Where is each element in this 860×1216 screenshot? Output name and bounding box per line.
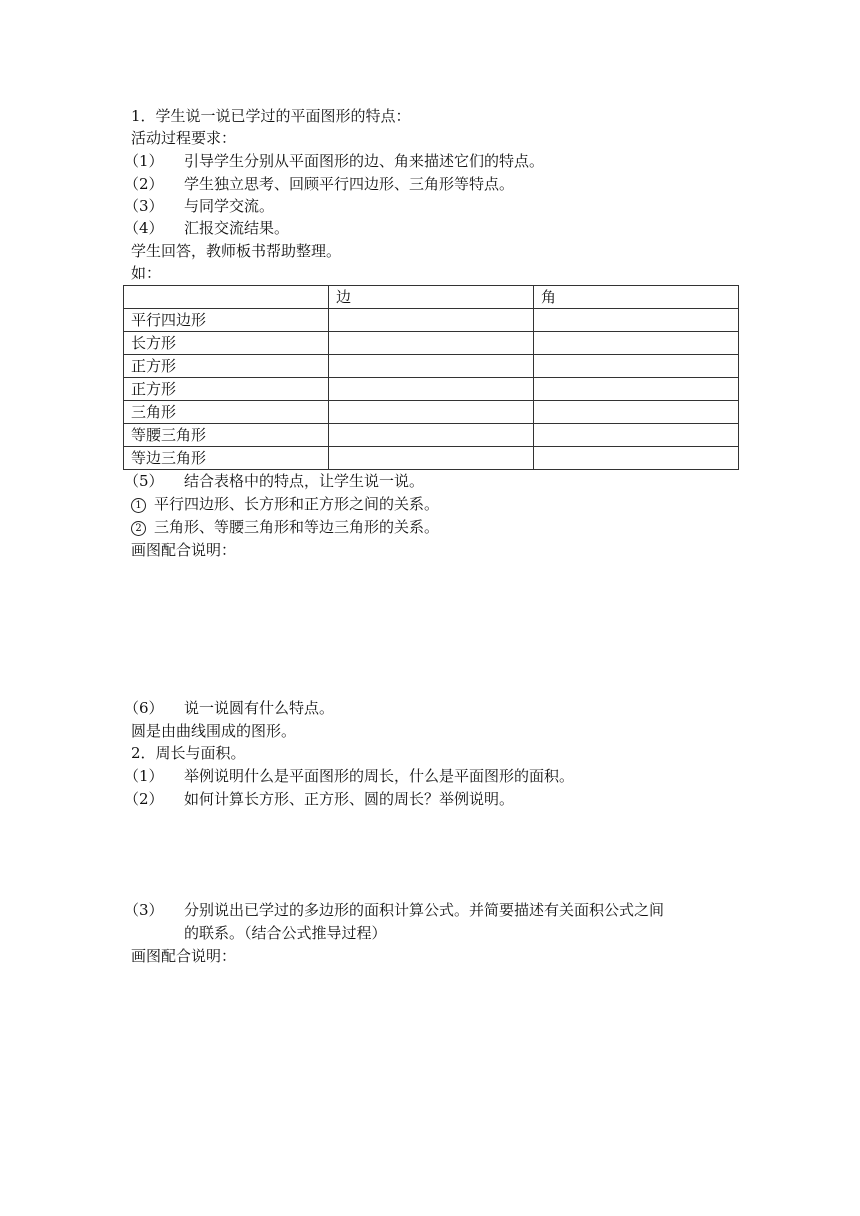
table-row [124,309,739,332]
circled-number: 1 [131,498,146,513]
activity-intro: 活动过程要求： [131,129,237,147]
table-cell [329,424,534,447]
step-4 [124,217,289,239]
table-cell [534,424,739,447]
step-1 [124,150,544,172]
table-cell [329,332,534,355]
section1-title: 1．学生说一说已学过的平面图形的特点： [131,107,411,125]
table-row [124,401,739,424]
circle-note: 圆是由曲线围成的图形。 [131,722,297,740]
circled-number: 2 [131,521,146,536]
table-cell [329,401,534,424]
step-number: （1） [124,767,164,785]
step-5 [124,470,424,492]
sub-item-2 [131,516,439,538]
step-number: （4） [124,219,164,237]
table-row [124,447,739,470]
s2-step-2 [124,788,514,810]
step-number: （2） [124,790,164,808]
table-row [124,378,739,401]
shape-features-table [123,285,739,470]
table-row [124,355,739,378]
step-text: 与同学交流。 [184,197,275,215]
step-number: （2） [124,175,164,193]
table-cell: 正方形 [124,378,329,401]
draw-note-2: 画图配合说明： [131,947,237,965]
table-cell [534,309,739,332]
table-row [124,332,739,355]
table-cell: 长方形 [124,332,329,355]
table-cell [329,309,534,332]
step-text: 学生独立思考、回顾平行四边形、三角形等特点。 [184,175,515,193]
table-cell: 三角形 [124,401,329,424]
table-header-cell [124,286,329,309]
table-cell: 等边三角形 [124,447,329,470]
step-6 [124,697,334,719]
s2-step-3-continuation: 的联系。（结合公式推导过程） [184,924,387,942]
step-number: （6） [124,699,164,717]
answer-note: 学生回答，教师板书帮助整理。 [131,242,342,260]
table-cell [534,401,739,424]
table-row [124,424,739,447]
table-cell [534,355,739,378]
table-header-cell: 角 [534,286,739,309]
draw-note: 画图配合说明： [131,541,237,559]
example-label: 如： [131,264,162,282]
step-3 [124,195,274,217]
table-cell [329,355,534,378]
step-text: 引导学生分别从平面图形的边、角来描述它们的特点。 [184,152,545,170]
step-text: 汇报交流结果。 [184,219,290,237]
table-header-row [124,286,739,309]
table-cell [329,378,534,401]
step-text: 举例说明什么是平面图形的周长，什么是平面图形的面积。 [184,767,575,785]
s2-step-1 [124,765,574,787]
table-cell: 等腰三角形 [124,424,329,447]
step-number: （3） [124,197,164,215]
step-text: 分别说出已学过的多边形的面积计算公式。并简要描述有关面积公式之间 [184,901,665,919]
step-2 [124,173,514,195]
sub-item-text: 三角形、等腰三角形和等边三角形的关系。 [154,518,440,536]
table-cell [534,378,739,401]
table-cell: 平行四边形 [124,309,329,332]
step-number: （1） [124,152,164,170]
sub-item-text: 平行四边形、长方形和正方形之间的关系。 [154,495,440,513]
step-number: （3） [124,901,164,919]
table-cell [329,447,534,470]
table-cell [534,447,739,470]
s2-step-3 [124,899,664,921]
sub-item-1 [131,493,439,515]
step-text: 结合表格中的特点，让学生说一说。 [184,472,425,490]
step-number: （5） [124,472,164,490]
table-cell: 正方形 [124,355,329,378]
table-cell [534,332,739,355]
section2-title: 2．周长与面积。 [131,744,246,762]
step-text: 说一说圆有什么特点。 [184,699,335,717]
step-text: 如何计算长方形、正方形、圆的周长？举例说明。 [184,790,515,808]
table-header-cell: 边 [329,286,534,309]
